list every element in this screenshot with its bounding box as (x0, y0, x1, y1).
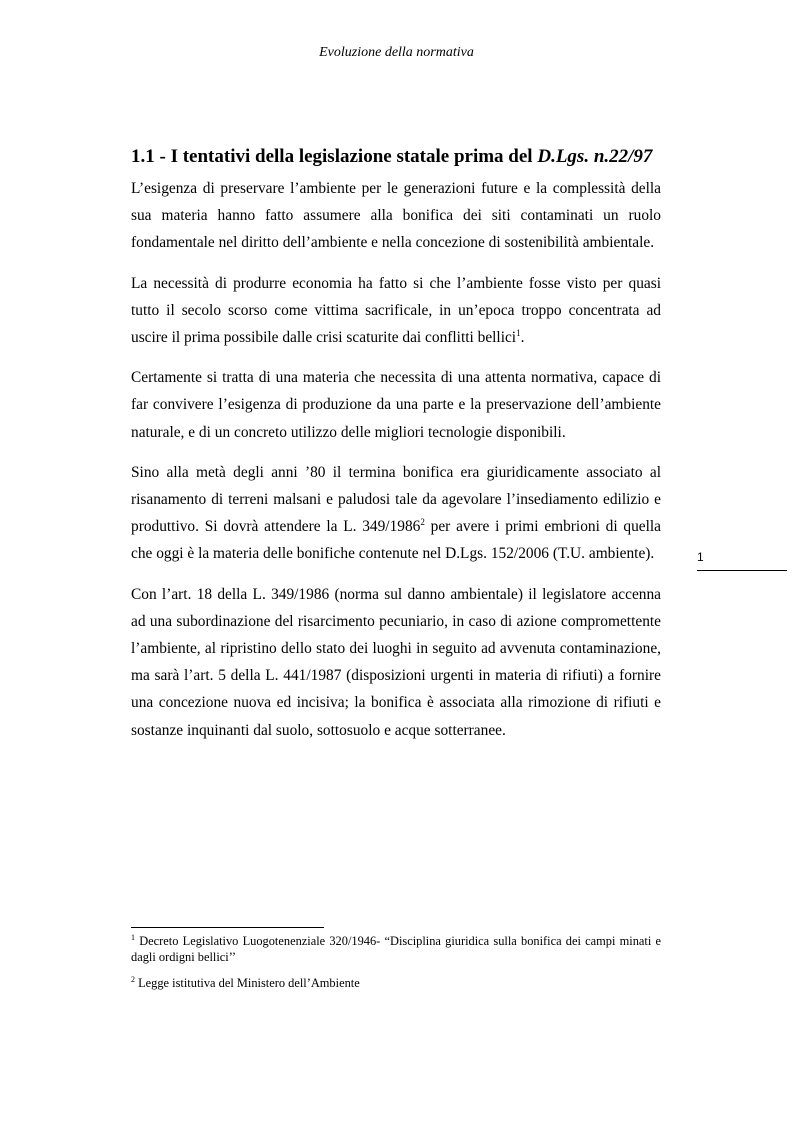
footnote-2-text: Legge istitutiva del Ministero dell’Ambiente (135, 976, 360, 990)
paragraph-4-text: Sino alla metà degli anni ’80 il termina bonifica era giuridicamente associato al risanamento di terreni malsani e paludosi tale da agevolare l’insediamento edilizio e produttivo. Si dovrà attendere la L. 349/1986 (131, 463, 661, 536)
running-header: Evoluzione della normativa (319, 45, 474, 60)
section-title-text: 1.1 - I tentativi della legislazione statale prima del (131, 146, 538, 167)
footnote-ref-1[interactable]: 1 (516, 327, 521, 338)
footnote-ref-2[interactable]: 2 (420, 517, 425, 528)
margin-page-number: 1 (697, 550, 787, 571)
section-title (131, 144, 661, 170)
section-title-italic: D.Lgs. n.22/97 (537, 146, 653, 167)
footnotes (131, 933, 661, 1001)
footnote-2 (131, 975, 661, 991)
paragraph-4-tail: per avere i primi embrioni di quella che oggi è la materia delle bonifiche contenute nel D.Lgs. 152/2006 (T.U. ambiente). (131, 518, 661, 563)
footnote-1-text: Decreto Legislativo Luogotenenziale 320/1946- “Disciplina giuridica sulla bonifica dei campi minati e dagli ordigni bellici’’ (131, 934, 661, 964)
footnote-marker-1: 1 (131, 932, 135, 942)
paragraph-4 (131, 459, 661, 568)
paragraph-2-text: La necessità di produrre economia ha fatto si che l’ambiente fosse visto per quasi tutto il secolo scorso come vittima sacrificale, in un’epoca troppo concentrata ad uscire il prima possibile dalle crisi scaturite dai conflitti bellici (131, 274, 661, 347)
paragraph-2-tail: . (520, 329, 525, 347)
paragraph-3: Certamente si tratta di una materia che necessita di una attenta normativa, capace di far convivere l’esigenza di produzione da una parte e la preservazione dell’ambiente naturale, e di un concreto utilizzo delle migliori tecnologie disponibili. (131, 369, 661, 441)
paragraph-1: L’esigenza di preservare l’ambiente per le generazioni future e la complessità della sua materia hanno fatto assumere alla bonifica dei siti contaminati un ruolo fondamentale nel diritto dell’ambiente e nella concezione di sostenibilità ambientale. (131, 180, 661, 252)
page-content (131, 144, 661, 757)
footnote-1 (131, 933, 661, 965)
paragraph-2 (131, 270, 661, 352)
footnote-marker-2: 2 (131, 974, 135, 984)
paragraph-5: Con l’art. 18 della L. 349/1986 (norma sul danno ambientale) il legislatore accenna ad una subordinazione del risarcimento pecuniario, in caso di azione compromettente l’ambiente, al ripristino dello stato dei luoghi in seguito ad avvenuta contaminazione, ma sarà l’art. 5 della L. 441/1987 (disposizioni urgenti in materia di rifiuti) a fornire una concezione nuova ed incisiva; la bonifica è associata alla rimozione di rifiuti e sostanze inquinanti dal suolo, sottosuolo e acque sotterranee. (131, 585, 661, 739)
footnote-divider (131, 927, 324, 928)
